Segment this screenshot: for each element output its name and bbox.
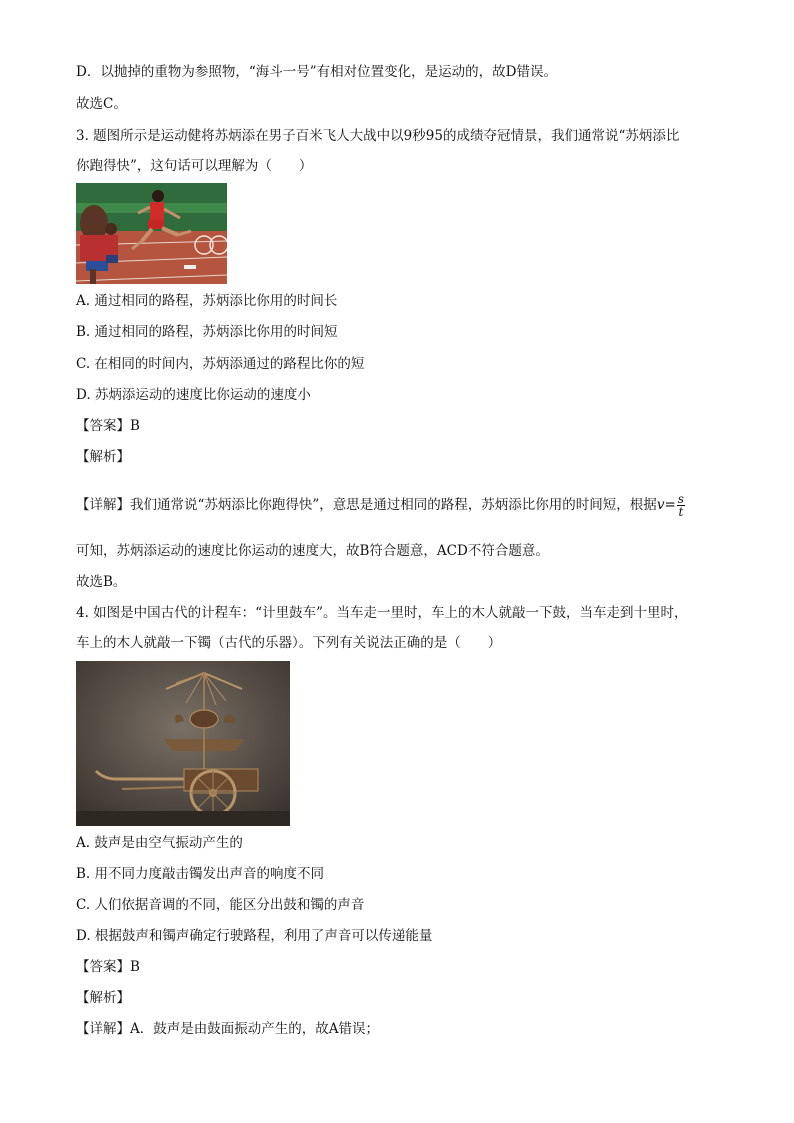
option-3b: B. 通过相同的路程，苏炳添比你用的时间短 [76, 324, 338, 340]
select-3: 故选B。 [76, 574, 127, 590]
option-4c: C. 人们依据音调的不同，能区分出鼓和镯的声音 [76, 897, 365, 913]
text-line: D．以抛掉的重物为参照物，“海斗一号”有相对位置变化，是运动的，故D错误。 [76, 64, 557, 80]
option-4d: D. 根据鼓声和镯声确定行驶路程，利用了声音可以传递能量 [76, 928, 433, 944]
formula-denominator: t [678, 505, 684, 519]
text-line: 故选C。 [76, 96, 127, 112]
question-3-stem-cont: 你跑得快”，这句话可以理解为（ ） [76, 158, 313, 174]
option-4a: A. 鼓声是由空气振动产生的 [76, 835, 243, 851]
answer-4: 【答案】B [76, 959, 140, 975]
sprint-photo [76, 183, 227, 284]
formula-fraction [677, 493, 685, 518]
formula-v: v= [656, 497, 676, 513]
option-4b: B. 用不同力度敲击镯发出声音的响度不同 [76, 866, 325, 882]
analysis-4-heading: 【解析】 [76, 990, 130, 1006]
question-4-stem: 4. 如图是中国古代的计程车：“计里鼓车”。当车走一里时，车上的木人就敲一下鼓，当车走到十里时， [76, 605, 688, 621]
analysis-3-heading: 【解析】 [76, 449, 130, 465]
question-3-stem: 3. 题图所示是运动健将苏炳添在男子百米飞人大战中以9秒95的成绩夺冠情景，我们通常说“苏炳添比 [76, 128, 680, 144]
answer-3: 【答案】B [76, 418, 140, 434]
detail-4: 【详解】A．鼓声是由鼓面振动产生的，故A错误； [76, 1021, 379, 1037]
detail-3-line1 [76, 488, 685, 522]
formula-numerator: s [677, 492, 684, 506]
option-3d: D. 苏炳添运动的速度比你运动的速度小 [76, 387, 311, 403]
detail-3-line2: 可知，苏炳添运动的速度比你运动的速度大，故B符合题意，ACD不符合题意。 [76, 543, 549, 559]
option-3c: C. 在相同的时间内，苏炳添通过的路程比你的短 [76, 356, 365, 372]
drum-cart-photo [76, 661, 290, 826]
detail-3-text: 【详解】我们通常说“苏炳添比你跑得快”，意思是通过相同的路程，苏炳添比你用的时间短，根据 [76, 497, 657, 513]
option-3a: A. 通过相同的路程，苏炳添比你用的时间长 [76, 293, 338, 309]
question-4-stem-cont: 车上的木人就敲一下镯（古代的乐器）。下列有关说法正确的是（ ） [76, 635, 502, 651]
